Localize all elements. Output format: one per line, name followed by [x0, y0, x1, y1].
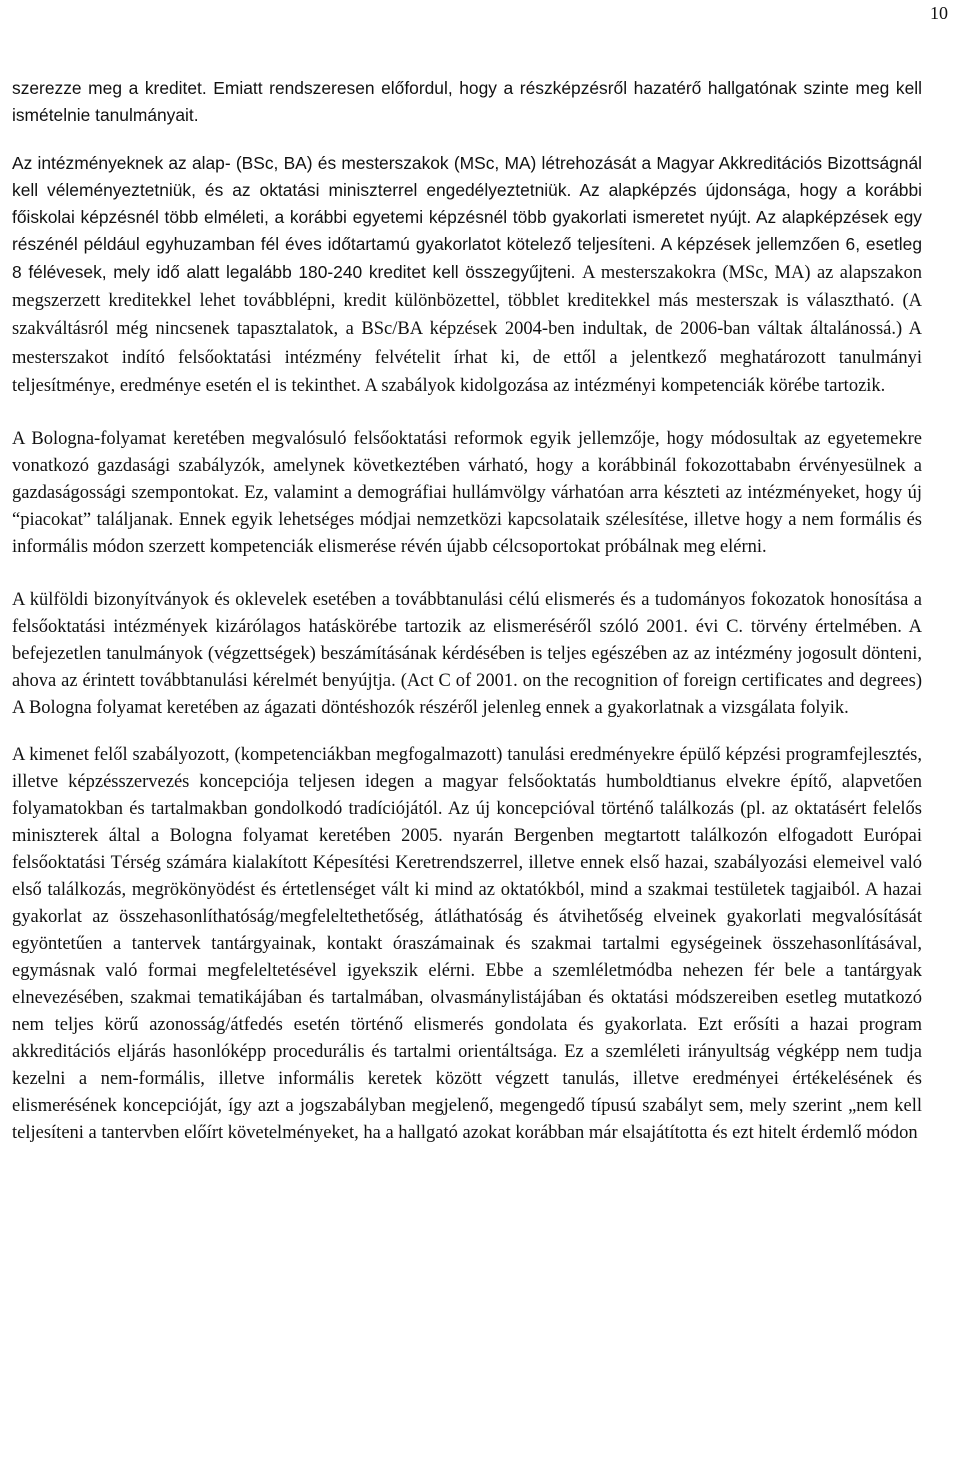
paragraph-text: Az intézményeknek az alap- (BSc, BA) és mesterszakok (MSc, MA) létrehozását a Magyar Akkreditációs Bizottságnál kell véleményeztetniük, és az oktatási miniszterrel engedélyeztetniük. Az alapképzés újdonsága, hogy a korábbi főiskolai képzésnél több elméleti, a korábbi egyetemi képzésnél több gyakorlati ismeretet nyújt. Az alapképzések egy részénél például egyhuzamban fél éves időtartamú gyakorlatot kötelező teljesíteni. A képzések jellemzően 6, esetleg 8 félévesek, mely idő alatt legalább 180-240 kreditet kell összegyűjteni.	[12, 152, 922, 282]
paragraph-bologna-economics	[12, 426, 922, 561]
paragraph-text: A kimenet felől szabályozott, (kompetenciákban megfogalmazott) tanulási eredményekre épülő képzési programfejlesztés, illetve képzésszervezés koncepciója teljesen idegen a magyar felsőoktatás humboldtianus elvekre építő, alapvetően folyamatokban és tartalmakban gondolkodó tradíciójától. Az új koncepcióval történő találkozás (pl. az oktatásért felelős miniszterek által a Bologna folyamat keretében 2005. nyarán Bergenben megtartott találkozón elfogadott Európai felsőoktatási Térség számára kialakított Képesítési Keretrendszerrel, illetve ennek első hazai, szabályozási elemeivel való első találkozás, megrökönyödést és értetlenséget vált ki mind az oktatókból, mind a szakmai testületek tagjaiból. A hazai gyakorlat az összehasonlíthatóság/megfeleltethetőség, átláthatóság és átvihetőség elveinek gyakorlati megvalósítását egyöntetűen a tantervek tantárgyainak, kontakt óraszámainak és szakmai tartalmi egységeinek összehasonlításával, egymásnak való formai megfeleltetésével igyekszik elérni. Ebbe a szemléletmódba nehezen fér bele a tantárgyak elnevezésében, szakmai tematikájában és tartalmában, olvasmánylistájában és oktatási módszereiben esetleg mutatkozó nem teljes körű azonosság/átfedés esetén történő elismerés gondolata és gyakorlata. Ezt erősíti a hazai program akkreditációs eljárás hasonlóképp procedurális és tartalmi orientáltsága. Ez a szemléleti irányultság végképp nem tudja kezelni a nem-formális, illetve informális keretek között végzett tanulás, illetve eredményei értékelésének és elismerésének koncepcióját, így azt a jogszabályban megjelenő, megengedő típusú szabályt sem, mely szerint „nem kell teljesíteni a tantervben előírt követelményeket, ha a hallgató azokat korábban már elsajátította és ezt hitelt érdemlő módon	[12, 745, 922, 1144]
page-number: 10	[930, 3, 948, 23]
paragraph-text: A mesterszakokra (MSc, MA) az alapszakon megszerzett kreditekkel lehet továbblépni, kredit különbözettel, többlet kreditekkel más mesterszak is választható. (A szakváltásról még nincsenek tapasztalatok, a BSc/BA képzések 2004-ben indultak, de 2006-ban váltak általánossá.) A mesterszakot indító felsőoktatási intézmény felvételit írhat ki, de ettől a jelentkező meghatározott tanulmányi teljesítménye, eredménye esetén el is tekinthet. A szabályok kidolgozása az intézményi kompetenciák körébe tartozik.	[12, 262, 922, 396]
paragraph-credit-recognition	[12, 75, 922, 130]
paragraph-text: A Bologna-folyamat keretében megvalósuló felsőoktatási reformok egyik jellemzője, hogy módosultak az egyetemekre vonatkozó gazdasági szabályzók, amelynek következtében várható, hogy a korábbinál fokozottababn érvényesülnek a gazdaságossági szempontokat. Ez, valamint a demográfiai hullámvölgy várhatóan arra készteti az intézményeket, hogy új “piacokat” találjanak. Ennek egyik lehetséges módjai nemzetközi kapcsolataik szélesítése, illetve hogy a nem formális és informális módon szerzett kompetenciák elismerése révén újabb célcsoportokat próbálnak meg elérni.	[12, 429, 922, 558]
paragraph-text: szerezze meg a kreditet. Emiatt rendszeresen előfordul, hogy a részképzésről hazatérő hallgatónak szinte meg kell ismételnie tanulmányait.	[12, 78, 922, 126]
paragraph-learning-outcomes	[12, 742, 922, 1147]
paragraph-foreign-certificates	[12, 587, 922, 722]
paragraph-bsc-msc-accreditation	[12, 150, 922, 401]
paragraph-text: A külföldi bizonyítványok és oklevelek esetében a továbbtanulási célú elismerés és a tudományos fokozatok honosítása a felsőoktatási intézmények kizárólagos hatáskörébe tartozik az elismeréséről szóló 2001. évi C. törvény értelmében. A befejezetlen tanulmányok (végzettségek) beszámításának kérdésében is teljes egészében az az intézmény jogosult dönteni, ahova az érintett továbbtanulási kérelmét benyújtja. (Act C of 2001. on the recognition of foreign certificates and degrees) A Bologna folyamat keretében az ágazati döntéshozók részéről jelenleg ennek a gyakorlatnak a vizsgálata folyik.	[12, 590, 922, 719]
document-body	[12, 75, 922, 1147]
